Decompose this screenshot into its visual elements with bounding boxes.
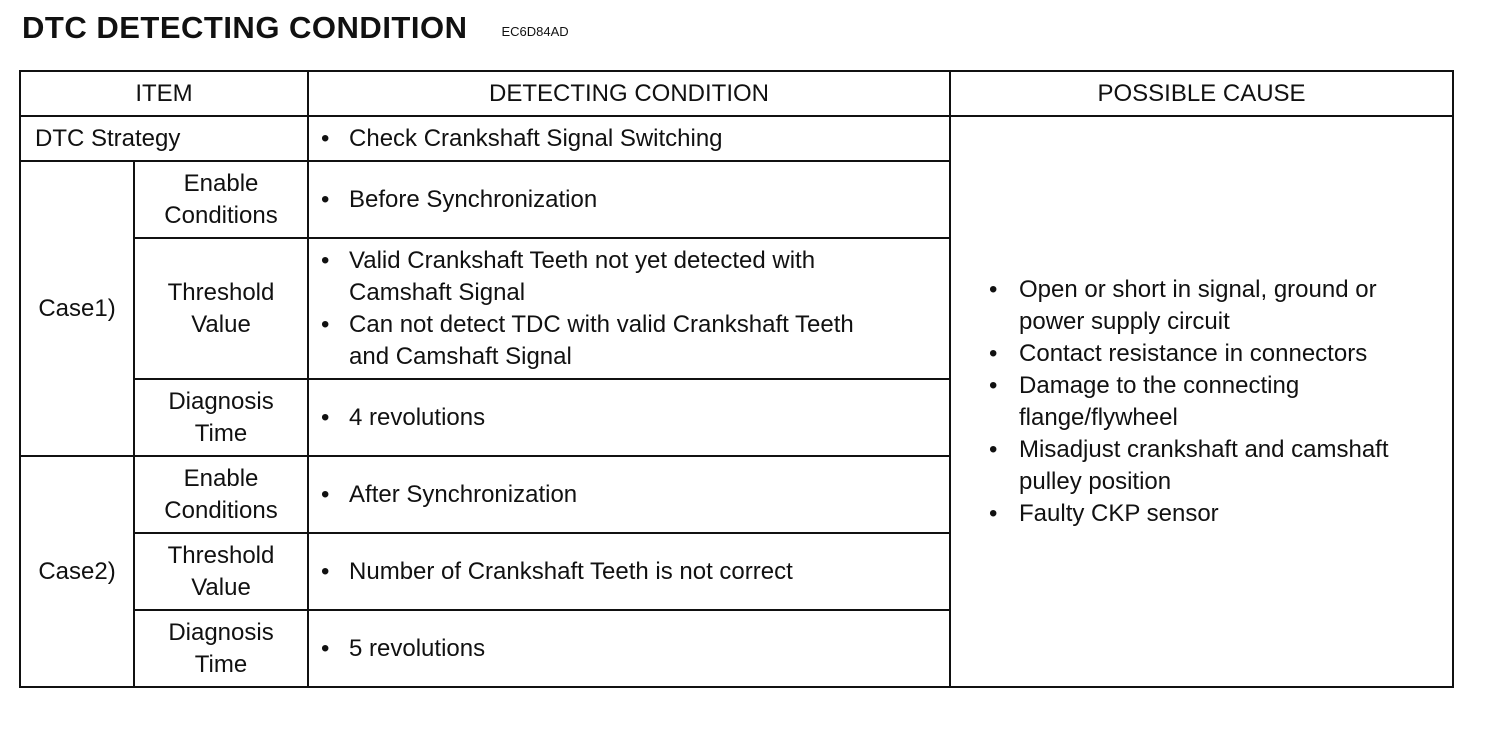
possible-cause-item: Contact resistance in connectors bbox=[1019, 339, 1368, 367]
possible-cause-cell bbox=[950, 116, 1453, 687]
list-item bbox=[321, 556, 939, 588]
label-line: Conditions bbox=[164, 201, 278, 229]
strategy-condition: Check Crankshaft Signal Switching bbox=[349, 124, 723, 152]
case1-threshold-condition: Valid Crankshaft Teeth not yet detected with Camshaft Signal bbox=[349, 246, 816, 306]
list-item bbox=[989, 434, 1442, 498]
page-title: DTC DETECTING CONDITION bbox=[22, 10, 468, 45]
case2-threshold-condition-cell bbox=[308, 533, 950, 610]
table-row-strategy bbox=[20, 116, 1453, 161]
list-item bbox=[321, 402, 939, 434]
bullet-icon: • bbox=[989, 275, 998, 303]
case2-label: Case2) bbox=[20, 456, 134, 687]
case1-enable-condition-cell bbox=[308, 161, 950, 238]
case1-enable-condition: Before Synchronization bbox=[349, 185, 598, 213]
list-item bbox=[321, 309, 889, 373]
label-line: Conditions bbox=[164, 496, 278, 524]
case2-diagnosis-condition: 5 revolutions bbox=[349, 634, 486, 662]
case2-enable-label bbox=[134, 456, 308, 533]
list-item bbox=[321, 245, 889, 309]
bullet-icon: • bbox=[989, 499, 998, 527]
possible-cause-item: Open or short in signal, ground or power supply circuit bbox=[1019, 275, 1377, 335]
bullet-icon: • bbox=[321, 124, 330, 152]
bullet-icon: • bbox=[321, 246, 330, 274]
possible-cause-item: Faulty CKP sensor bbox=[1019, 499, 1219, 527]
case2-enable-condition-cell bbox=[308, 456, 950, 533]
possible-cause-list bbox=[951, 274, 1452, 530]
list-item bbox=[321, 184, 939, 216]
label-line: Enable bbox=[183, 464, 259, 492]
label-line: Threshold bbox=[167, 278, 275, 306]
document-code: EC6D84AD bbox=[501, 23, 569, 39]
list-item bbox=[321, 123, 939, 155]
strategy-label: DTC Strategy bbox=[20, 116, 308, 161]
bullet-icon: • bbox=[321, 634, 330, 662]
list-item bbox=[989, 274, 1442, 338]
case1-diagnosis-label bbox=[134, 379, 308, 456]
bullet-icon: • bbox=[321, 403, 330, 431]
label-line: Threshold bbox=[167, 541, 275, 569]
case1-threshold-label bbox=[134, 238, 308, 379]
case1-enable-label bbox=[134, 161, 308, 238]
bullet-icon: • bbox=[321, 185, 330, 213]
case1-label: Case1) bbox=[20, 161, 134, 456]
case1-diagnosis-condition: 4 revolutions bbox=[349, 403, 486, 431]
list-item bbox=[321, 633, 939, 665]
dtc-condition-table bbox=[19, 70, 1454, 688]
list-item bbox=[989, 338, 1442, 370]
case2-diagnosis-label bbox=[134, 610, 308, 687]
possible-cause-item: Misadjust crankshaft and camshaft pulley position bbox=[1019, 435, 1389, 495]
list-item bbox=[989, 370, 1442, 434]
case2-threshold-condition: Number of Crankshaft Teeth is not correct bbox=[349, 557, 793, 585]
case2-diagnosis-condition-cell bbox=[308, 610, 950, 687]
case1-diagnosis-condition-cell bbox=[308, 379, 950, 456]
header-detecting-condition: DETECTING CONDITION bbox=[308, 71, 950, 116]
case2-threshold-label bbox=[134, 533, 308, 610]
header-possible-cause: POSSIBLE CAUSE bbox=[950, 71, 1453, 116]
bullet-icon: • bbox=[321, 557, 330, 585]
list-item bbox=[989, 498, 1442, 530]
table-header-row bbox=[20, 71, 1453, 116]
list-item bbox=[321, 479, 939, 511]
page-heading bbox=[22, 8, 569, 48]
bullet-icon: • bbox=[321, 310, 330, 338]
strategy-condition-cell bbox=[308, 116, 950, 161]
label-line: Value bbox=[191, 310, 251, 338]
label-line: Time bbox=[194, 650, 248, 678]
bullet-icon: • bbox=[989, 435, 998, 463]
label-line: Time bbox=[194, 419, 248, 447]
label-line: Diagnosis bbox=[168, 387, 274, 415]
case2-enable-condition: After Synchronization bbox=[349, 480, 578, 508]
possible-cause-item: Damage to the connecting flange/flywheel bbox=[1019, 371, 1300, 431]
case1-threshold-condition-cell bbox=[308, 238, 950, 379]
label-line: Diagnosis bbox=[168, 618, 274, 646]
bullet-icon: • bbox=[321, 480, 330, 508]
bullet-icon: • bbox=[989, 371, 998, 399]
label-line: Value bbox=[191, 573, 251, 601]
case1-threshold-condition: Can not detect TDC with valid Crankshaft Teeth and Camshaft Signal bbox=[349, 310, 854, 370]
label-line: Enable bbox=[183, 169, 259, 197]
header-item: ITEM bbox=[20, 71, 308, 116]
bullet-icon: • bbox=[989, 339, 998, 367]
